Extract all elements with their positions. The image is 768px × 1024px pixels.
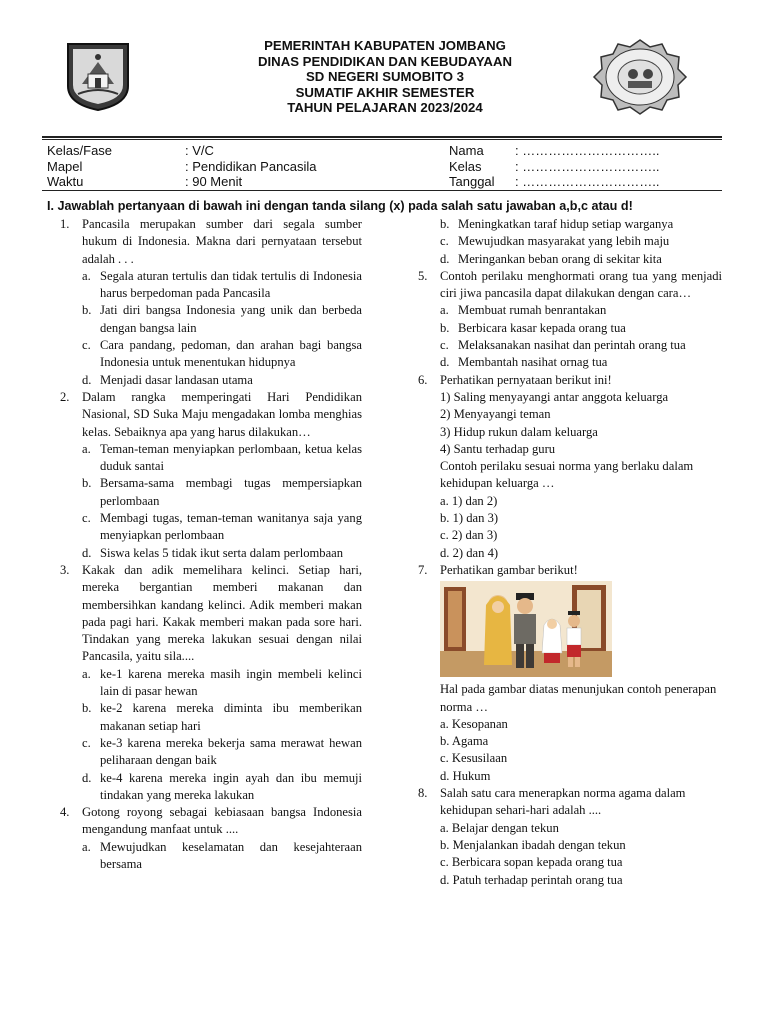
question-3	[60, 562, 362, 804]
option-a[interactable]: a. 1) dan 2)	[440, 493, 498, 508]
statement-1: 1) Saling menyayangi antar anggota keluarga	[440, 389, 669, 404]
value-kelas-field[interactable]: : …………………………..	[515, 158, 660, 174]
option-a[interactable]: a. Membuat rumah benrantakan	[440, 303, 607, 318]
question-number: 5.	[418, 268, 428, 283]
option-b[interactable]: b. 1) dan 3)	[440, 511, 499, 526]
option-d[interactable]: d. Menjadi dasar landasan utama	[82, 372, 253, 387]
label-waktu: Waktu	[47, 174, 84, 189]
school-header-text	[180, 38, 590, 116]
option-a[interactable]: a. Teman-teman menyiapkan perlombaan, ketua kelas duduk santai	[82, 441, 362, 474]
value-waktu: : 90 Menit	[185, 174, 243, 189]
option-c[interactable]: c. Membagi tugas, teman-teman wanitanya saja yang menyiapkan perlombaan	[82, 511, 362, 543]
value-tanggal-field[interactable]: : …………………………..	[515, 174, 660, 189]
statement-3: 3) Hidup rukun dalam keluarga	[440, 424, 598, 439]
question-text: Salah satu cara menerapkan norma agama dalam kehidupan sehari-hari adalah ....	[440, 786, 686, 818]
question-5	[418, 268, 722, 372]
question-number: 1.	[60, 217, 70, 231]
option-c[interactable]: c. 2) dan 3)	[440, 528, 498, 543]
info-labels-right	[449, 143, 495, 190]
question-7	[418, 562, 722, 785]
option-b[interactable]: b. ke-2 karena mereka diminta ibu memberikan makanan setiap hari	[82, 701, 362, 733]
label-mapel: Mapel	[47, 158, 83, 174]
header-line-department: DINAS PENDIDIKAN DAN KEBUDAYAAN	[257, 53, 512, 69]
option-b[interactable]: b. Meningkatkan taraf hidup setiap warganya	[440, 217, 674, 231]
value-kelas-fase: : V/C	[185, 143, 214, 158]
option-a[interactable]: a. Belajar dengan tekun	[440, 820, 559, 835]
question-4	[60, 804, 362, 873]
instruction-text: I. Jawablah pertanyaan di bawah ini dengan tanda silang (x) pada salah satu jawaban a,b,c atau d!	[47, 199, 633, 213]
option-a[interactable]: a. Kesopanan	[440, 716, 508, 731]
option-b[interactable]: b. Berbicara kasar kepada orang tua	[440, 320, 626, 335]
question-text: Perhatikan pernyataan berikut ini!	[440, 372, 612, 387]
question-prompt: Hal pada gambar diatas menunjukan contoh penerapan norma …	[440, 682, 717, 714]
header-line-year: TAHUN PELAJARAN 2023/2024	[287, 100, 483, 116]
info-values-left	[185, 143, 317, 190]
question-6	[418, 372, 722, 562]
value-nama-field[interactable]: : …………………………..	[515, 143, 660, 158]
question-number: 6.	[418, 372, 428, 387]
question-number: 8.	[418, 786, 428, 801]
question-1	[60, 216, 362, 389]
school-seal-icon	[591, 38, 689, 116]
label-tanggal: Tanggal	[449, 174, 495, 189]
option-b[interactable]: b. Menjalankan ibadah dengan tekun	[440, 837, 626, 852]
header-line-school: SD NEGERI SUMOBITO 3	[305, 69, 465, 85]
jombang-regency-emblem-icon	[64, 40, 132, 112]
question-text: Gotong royong sebagai kebiasaan bangsa Indonesia mengandung manfaat untuk ....	[82, 805, 362, 837]
option-c[interactable]: c. Melaksanakan nasihat dan perintah orang tua	[440, 338, 686, 353]
info-divider	[42, 190, 722, 191]
question-4-continued	[418, 216, 722, 268]
option-d[interactable]: d. Siswa kelas 5 tidak ikut serta dalam perlombaan	[82, 545, 344, 560]
label-kelas-fase: Kelas/Fase	[47, 143, 113, 158]
option-a[interactable]: a. ke-1 karena mereka masih ingin membeli kelinci lain di pasar hewan	[82, 666, 362, 699]
value-mapel: : Pendidikan Pancasila	[185, 158, 317, 174]
question-number: 2.	[60, 389, 70, 404]
header-line-exam: SUMATIF AKHIR SEMESTER	[295, 84, 475, 100]
option-d[interactable]: d. 2) dan 4)	[440, 545, 499, 560]
header-divider-thick	[42, 136, 722, 138]
question-text: Perhatikan gambar berikut!	[440, 562, 578, 577]
option-c[interactable]: c. Berbicara sopan kepada orang tua	[440, 855, 623, 870]
question-number: 7.	[418, 562, 428, 577]
header-line-government: PEMERINTAH KABUPATEN JOMBANG	[264, 38, 506, 53]
question-number: 3.	[60, 562, 70, 577]
label-kelas: Kelas	[449, 158, 482, 174]
header-divider-thin	[42, 139, 722, 140]
option-d[interactable]: d. Hukum	[440, 768, 491, 783]
info-labels-left	[47, 143, 112, 190]
question-number: 4.	[60, 805, 70, 820]
question-text: Kakak dan adik memelihara kelinci. Setiap hari, mereka bergantian memberi makanan dan membersihkan kandang kelinci. Adik memberi makan pada pagi hari. Kakak memberi makan pada sore hari. Tindakan yang mereka lakukan sesuai dengan nilai Pancasila, yaitu sila....	[82, 562, 362, 664]
option-c[interactable]: c. Mewujudkan masyarakat yang lebih maju	[440, 234, 670, 249]
info-values-right	[515, 143, 659, 190]
question-8	[418, 785, 722, 889]
questions-left-column	[60, 216, 362, 873]
document-header	[0, 0, 768, 130]
option-c[interactable]: c. Cara pandang, pedoman, dan arahan bagi bangsa Indonesia untuk menentukan hidupnya	[82, 338, 362, 370]
label-nama: Nama	[449, 143, 484, 158]
option-a[interactable]: a. Mewujudkan keselamatan dan kesejahteraan bersama	[82, 839, 362, 871]
option-d[interactable]: d. Meringankan beban orang di sekitar kita	[440, 251, 662, 266]
option-d[interactable]: d. Membantah nasihat ornag tua	[440, 355, 608, 370]
question-text: Pancasila merupakan sumber dari segala sumber hukum di Indonesia. Makna dari pernyataan tersebut adalah . . .	[82, 217, 362, 266]
question-text: Contoh perilaku menghormati orang tua yang menjadi ciri jiwa pancasila dapat dilakukan dengan cara…	[440, 268, 722, 301]
option-a[interactable]: a. Segala aturan tertulis dan tidak tertulis di Indonesia harus berpedoman pada Pancasila	[82, 268, 362, 301]
family-greeting-illustration	[440, 581, 612, 677]
option-b[interactable]: b. Jati diri bangsa Indonesia yang unik dan berbeda dengan bangsa lain	[82, 303, 362, 335]
option-c[interactable]: c. Kesusilaan	[440, 751, 508, 766]
question-2	[60, 389, 362, 562]
questions-right-column	[418, 216, 722, 889]
question-prompt: Contoh perilaku sesuai norma yang berlaku dalam kehidupan keluarga …	[440, 459, 694, 491]
option-c[interactable]: c. ke-3 karena mereka bekerja sama merawat hewan peliharaan dengan baik	[82, 735, 362, 768]
statement-2: 2) Menyayangi teman	[440, 407, 551, 422]
option-d[interactable]: d. ke-4 karena mereka ingin ayah dan ibu memuji tindakan yang mereka lakukan	[82, 770, 362, 802]
option-b[interactable]: b. Agama	[440, 734, 489, 749]
statement-4: 4) Santu terhadap guru	[440, 441, 556, 456]
option-d[interactable]: d. Patuh terhadap perintah orang tua	[440, 872, 623, 887]
question-text: Dalam rangka memperingati Hari Pendidikan Nasional, SD Suka Maju mengadakan lomba menghias kelas. Sebaiknya apa yang harus dilakukan…	[82, 389, 362, 439]
option-b[interactable]: b. Bersama-sama membagi tugas mempersiapkan perlombaan	[82, 476, 362, 508]
